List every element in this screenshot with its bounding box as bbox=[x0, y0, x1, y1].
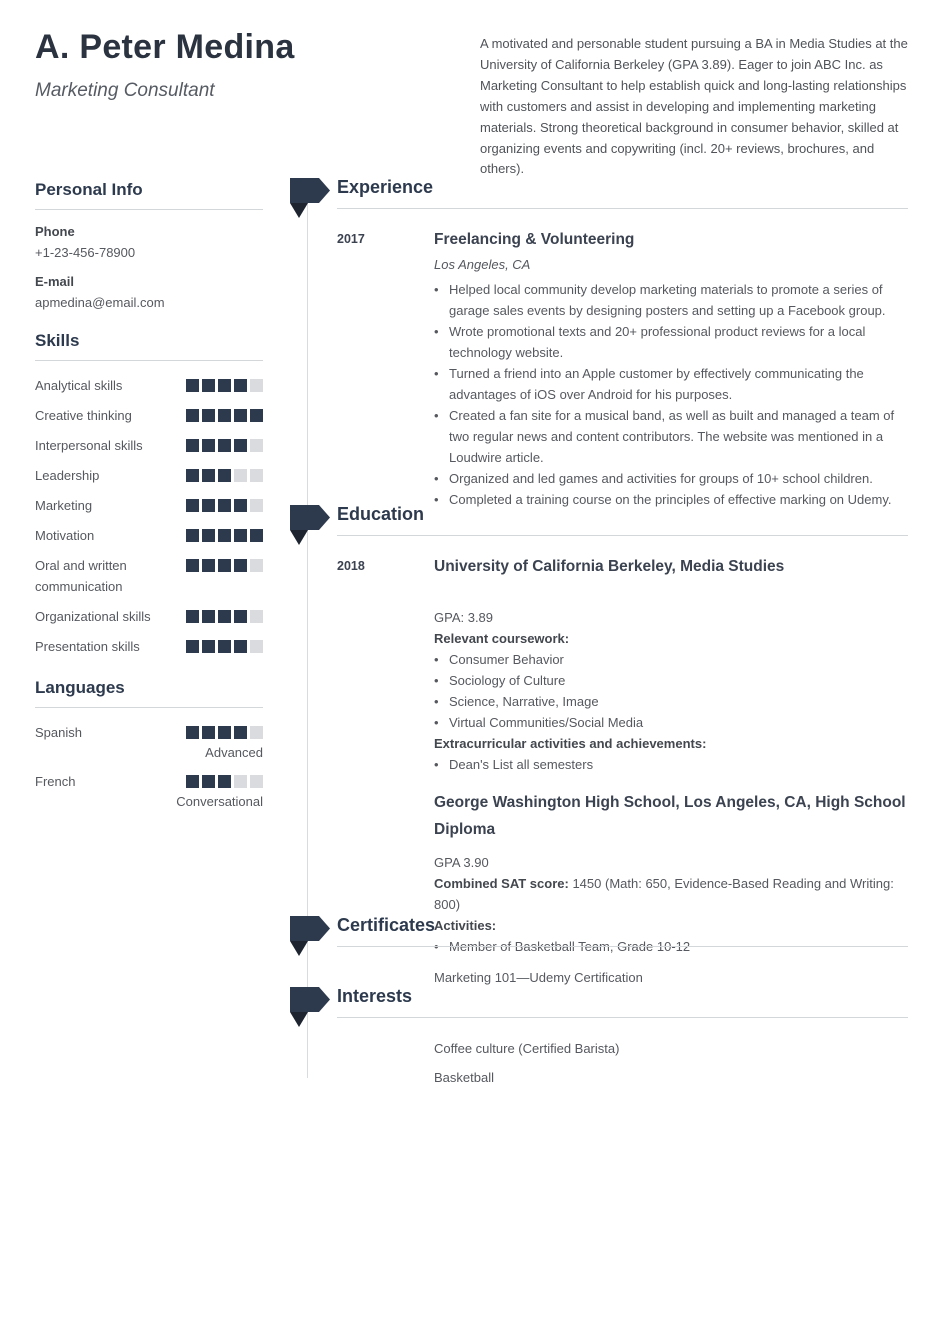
language-label: Spanish bbox=[35, 725, 82, 740]
bullet-text: Dean's List all semesters bbox=[449, 757, 594, 772]
skill-label: Organizational skills bbox=[35, 609, 151, 624]
skill-row bbox=[35, 435, 263, 456]
rating-square-empty bbox=[234, 775, 247, 788]
skill-label: Presentation skills bbox=[35, 639, 140, 654]
education-title: Education bbox=[337, 504, 425, 524]
personal-info-section bbox=[35, 180, 263, 310]
rating-square-filled bbox=[202, 640, 215, 653]
education-header bbox=[290, 502, 908, 536]
skill-label: Marketing bbox=[35, 498, 93, 513]
interests-header bbox=[290, 984, 908, 1018]
bullet-item bbox=[434, 363, 908, 405]
detail-text-line: GPA: 3.89 bbox=[434, 610, 494, 625]
certificates-title: Certificates bbox=[337, 915, 436, 935]
rating-squares bbox=[186, 722, 263, 743]
personal-info-label: E-mail bbox=[35, 274, 75, 289]
interests-title: Interests bbox=[337, 986, 413, 1006]
bullet-item bbox=[434, 712, 908, 733]
detail-label-line: Combined SAT score: 1450 (Math: 650, Evidence-Based Reading and Writing: 800) bbox=[434, 876, 894, 912]
languages-list bbox=[35, 722, 263, 812]
rating-square-filled bbox=[186, 775, 199, 788]
personal-info-label: Phone bbox=[35, 224, 75, 239]
bullet-item bbox=[434, 649, 908, 670]
rating-square-filled bbox=[218, 499, 231, 512]
skill-label: Motivation bbox=[35, 528, 95, 543]
rating-square-empty bbox=[250, 640, 263, 653]
experience-entry-location: Los Angeles, CA bbox=[434, 257, 531, 272]
bullet-text: Turned a friend into an Apple customer by effectively communicating the advantages of iOS over Android for his purposes. bbox=[449, 366, 864, 402]
candidate-job-title: Marketing Consultant bbox=[35, 80, 215, 101]
rating-square-filled bbox=[202, 379, 215, 392]
personal-info-value: +1-23-456-78900 bbox=[35, 245, 136, 260]
skill-row bbox=[35, 636, 263, 657]
experience-header bbox=[290, 175, 908, 209]
rating-square-filled bbox=[218, 726, 231, 739]
rating-square-filled bbox=[202, 499, 215, 512]
entry-year: 2017 bbox=[337, 232, 365, 246]
personal-info-heading: Personal Info bbox=[35, 180, 263, 210]
bullet-item bbox=[434, 670, 908, 691]
rating-square-filled bbox=[186, 640, 199, 653]
language-top bbox=[35, 722, 263, 743]
bullet-text: Completed a training course on the principles of effective marking on Udemy. bbox=[449, 492, 892, 507]
bullet-text: Virtual Communities/Social Media bbox=[449, 715, 644, 730]
rating-square-filled bbox=[218, 775, 231, 788]
bullet-dot: • bbox=[434, 694, 439, 709]
rating-square-empty bbox=[234, 469, 247, 482]
rating-square-filled bbox=[186, 469, 199, 482]
rating-squares bbox=[186, 405, 263, 426]
bullet-text: Wrote promotional texts and 20+ professional product reviews for a local technology website. bbox=[449, 324, 866, 360]
skill-label: Leadership bbox=[35, 468, 100, 483]
bullet-item bbox=[434, 754, 908, 775]
entry-details bbox=[434, 556, 908, 775]
education-body bbox=[290, 556, 908, 957]
skill-row bbox=[35, 405, 263, 426]
rating-square-empty bbox=[250, 610, 263, 623]
education-entry-title: George Washington High School, Los Angeles, CA, High School Diploma bbox=[434, 794, 906, 838]
language-row bbox=[35, 722, 263, 763]
skill-label: Interpersonal skills bbox=[35, 438, 143, 453]
rating-square-filled bbox=[218, 610, 231, 623]
rating-square-filled bbox=[202, 439, 215, 452]
skills-list bbox=[35, 375, 263, 657]
rating-squares bbox=[186, 555, 263, 597]
rating-square-empty bbox=[250, 499, 263, 512]
rating-square-filled bbox=[186, 379, 199, 392]
bullet-item bbox=[434, 691, 908, 712]
rating-squares bbox=[186, 495, 263, 516]
bullet-item bbox=[434, 468, 908, 489]
rating-square-filled bbox=[234, 379, 247, 392]
certificate-item: Marketing 101—Udemy Certification bbox=[434, 970, 643, 985]
entry-details bbox=[434, 229, 908, 510]
language-proficiency: Advanced bbox=[205, 745, 263, 760]
rating-square-filled bbox=[186, 499, 199, 512]
rating-square-filled bbox=[250, 409, 263, 422]
rating-square-filled bbox=[202, 610, 215, 623]
rating-square-filled bbox=[186, 439, 199, 452]
rating-square-filled bbox=[202, 559, 215, 572]
personal-info-list bbox=[35, 224, 263, 310]
rating-square-filled bbox=[218, 439, 231, 452]
summary-text: A motivated and personable student pursuing a BA in Media Studies at the University of California Berkeley (GPA 3.89). Eager to join ABC Inc. as Marketing Consultant to help establish quick and long-lasting relationships with customers and assist in developing and implementing marketing materials. Strong theoretical background in consumer behavior, skilled at organizing events and copywriting (incl. 20+ reviews, brochures, and others). bbox=[480, 36, 908, 177]
entry-year: 2018 bbox=[337, 559, 365, 573]
bullet-dot: • bbox=[434, 492, 439, 507]
personal-info-item bbox=[35, 274, 263, 310]
experience-entry bbox=[290, 229, 908, 510]
education-detail-lines bbox=[434, 607, 908, 775]
rating-squares bbox=[186, 465, 263, 486]
rating-square-empty bbox=[250, 726, 263, 739]
bullet-text: Consumer Behavior bbox=[449, 652, 564, 667]
experience-body bbox=[290, 229, 908, 510]
rating-squares bbox=[186, 606, 263, 627]
skill-label: Oral and written communication bbox=[35, 558, 127, 594]
languages-section bbox=[35, 678, 263, 812]
skill-row bbox=[35, 525, 263, 546]
rating-square-filled bbox=[218, 409, 231, 422]
rating-square-filled bbox=[234, 439, 247, 452]
bullet-dot: • bbox=[434, 652, 439, 667]
rating-square-filled bbox=[202, 469, 215, 482]
experience-bullets bbox=[434, 279, 908, 510]
bullet-dot: • bbox=[434, 324, 439, 339]
skill-label: Creative thinking bbox=[35, 408, 132, 423]
rating-square-empty bbox=[250, 775, 263, 788]
skill-row bbox=[35, 606, 263, 627]
experience-section bbox=[290, 175, 908, 510]
detail-bold-line: Extracurricular activities and achievements: bbox=[434, 736, 707, 751]
skills-section bbox=[35, 331, 263, 657]
experience-entry-title: Freelancing & Volunteering bbox=[434, 231, 635, 248]
rating-square-filled bbox=[234, 726, 247, 739]
rating-square-filled bbox=[218, 559, 231, 572]
languages-heading: Languages bbox=[35, 678, 263, 708]
skill-row bbox=[35, 495, 263, 516]
rating-square-filled bbox=[234, 559, 247, 572]
bookmark-tag-icon bbox=[290, 177, 330, 219]
detail-label: Combined SAT score: bbox=[434, 876, 569, 891]
rating-square-empty bbox=[250, 559, 263, 572]
language-proficiency: Conversational bbox=[176, 794, 263, 809]
interest-item: Coffee culture (Certified Barista) bbox=[434, 1041, 620, 1056]
rating-square-filled bbox=[202, 775, 215, 788]
interests-body bbox=[290, 1038, 908, 1088]
education-section bbox=[290, 502, 908, 957]
bullet-dot: • bbox=[434, 673, 439, 688]
bullet-dot: • bbox=[434, 471, 439, 486]
bullet-text: Organized and led games and activities for groups of 10+ school children. bbox=[449, 471, 873, 486]
language-top bbox=[35, 771, 263, 792]
bullet-item bbox=[434, 279, 908, 321]
bookmark-tag-icon bbox=[290, 504, 330, 546]
rating-square-filled bbox=[202, 529, 215, 542]
language-row bbox=[35, 771, 263, 812]
rating-square-filled bbox=[234, 409, 247, 422]
language-label: French bbox=[35, 774, 76, 789]
interests-section bbox=[290, 984, 908, 1088]
education-entry bbox=[290, 556, 908, 775]
bookmark-tag-icon bbox=[290, 986, 330, 1028]
detail-bold-line: Activities: bbox=[434, 918, 497, 933]
skills-heading: Skills bbox=[35, 331, 263, 361]
rating-square-filled bbox=[218, 469, 231, 482]
rating-squares bbox=[186, 636, 263, 657]
personal-info-value: apmedina@email.com bbox=[35, 295, 165, 310]
rating-square-filled bbox=[186, 559, 199, 572]
bullet-item bbox=[434, 405, 908, 468]
rating-square-filled bbox=[186, 726, 199, 739]
bullet-text: Science, Narrative, Image bbox=[449, 694, 599, 709]
rating-square-filled bbox=[218, 379, 231, 392]
bullet-text: Member of Basketball Team, Grade 10-12 bbox=[449, 939, 691, 954]
rating-square-filled bbox=[250, 529, 263, 542]
skill-row bbox=[35, 555, 263, 597]
bullet-dot: • bbox=[434, 715, 439, 730]
rating-square-filled bbox=[202, 726, 215, 739]
rating-square-filled bbox=[218, 640, 231, 653]
personal-info-item bbox=[35, 224, 263, 260]
bullet-dot: • bbox=[434, 366, 439, 381]
bullet-text: Sociology of Culture bbox=[449, 673, 566, 688]
sidebar bbox=[35, 180, 263, 833]
bullet-item bbox=[434, 321, 908, 363]
rating-square-filled bbox=[202, 409, 215, 422]
rating-square-filled bbox=[234, 640, 247, 653]
rating-squares bbox=[186, 375, 263, 396]
skill-row bbox=[35, 375, 263, 396]
interest-item: Basketball bbox=[434, 1070, 494, 1085]
rating-square-filled bbox=[234, 610, 247, 623]
education-entry-title: University of California Berkeley, Media Studies bbox=[434, 558, 785, 575]
experience-title: Experience bbox=[337, 177, 434, 197]
bullet-dot: • bbox=[434, 757, 439, 772]
detail-text-line: GPA 3.90 bbox=[434, 855, 489, 870]
rating-squares bbox=[186, 435, 263, 456]
rating-square-filled bbox=[234, 499, 247, 512]
bullet-text: Helped local community develop marketing materials to promote a series of garage sales events by designing posters and setting up a Facebook group. bbox=[449, 282, 886, 318]
rating-squares bbox=[186, 771, 263, 792]
detail-bold-line: Relevant coursework: bbox=[434, 631, 570, 646]
bullet-dot: • bbox=[434, 939, 439, 954]
rating-squares bbox=[186, 525, 263, 546]
bullet-dot: • bbox=[434, 282, 439, 297]
bullet-text: Created a fan site for a musical band, as well as built and managed a team of two regular news and content contributors. The website was mentioned in a Loudwire article. bbox=[449, 408, 895, 465]
rating-square-filled bbox=[218, 529, 231, 542]
bookmark-tag-icon bbox=[290, 915, 330, 957]
skill-label: Analytical skills bbox=[35, 378, 123, 393]
rating-square-filled bbox=[186, 610, 199, 623]
candidate-name: A. Peter Medina bbox=[35, 28, 295, 66]
certificates-section bbox=[290, 913, 908, 988]
rating-square-filled bbox=[186, 409, 199, 422]
certificates-header bbox=[290, 913, 908, 947]
rating-square-empty bbox=[250, 379, 263, 392]
bullet-dot: • bbox=[434, 408, 439, 423]
skill-row bbox=[35, 465, 263, 486]
rating-square-empty bbox=[250, 439, 263, 452]
rating-square-empty bbox=[250, 469, 263, 482]
rating-square-filled bbox=[186, 529, 199, 542]
rating-square-filled bbox=[234, 529, 247, 542]
